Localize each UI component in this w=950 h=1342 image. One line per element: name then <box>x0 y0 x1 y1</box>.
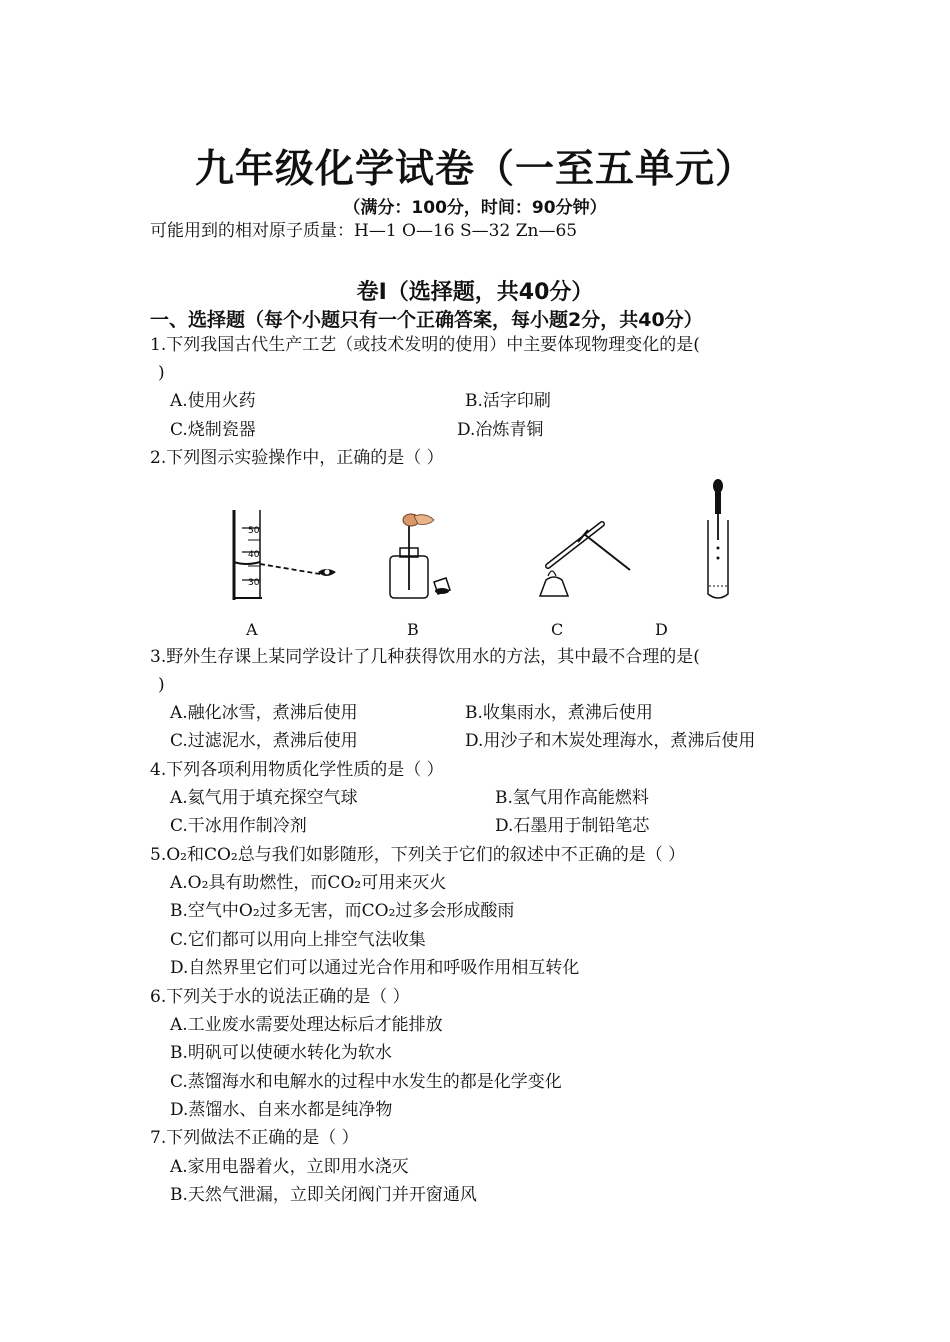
section-title: 卷Ⅰ（选择题，共40分） <box>356 280 594 305</box>
q1-option-b: B.活字印刷 <box>465 391 551 411</box>
part-heading: 一、选择题（每个小题只有一个正确答案，每小题2分，共40分） <box>150 309 703 331</box>
q1-option-a: A.使用火药 <box>170 391 256 411</box>
q3-option-a: A.融化冰雪，煮沸后使用 <box>170 703 358 723</box>
q6-option-b: B.明矾可以使硬水转化为软水 <box>170 1043 392 1063</box>
q7-option-b: B.天然气泄漏，立即关闭阀门并开窗通风 <box>170 1185 477 1205</box>
q3-option-c: C.过滤泥水，煮沸后使用 <box>170 731 358 751</box>
figure-d-dropper-tube <box>700 478 740 603</box>
q3-stem-cont: ) <box>158 675 165 695</box>
q5-stem: 5.O₂和CO₂总与我们如影随形，下列关于它们的叙述中不正确的是（ ） <box>150 845 686 865</box>
figure-label-a: A <box>246 620 258 639</box>
figure-a-cylinder-reading <box>222 508 342 603</box>
q5-option-a: A.O₂具有助燃性，而CO₂可用来灭火 <box>170 873 447 893</box>
q7-stem: 7.下列做法不正确的是（ ） <box>150 1128 359 1148</box>
q6-option-c: C.蒸馏海水和电解水的过程中水发生的都是化学变化 <box>170 1072 562 1092</box>
q4-option-c: C.干冰用作制冷剂 <box>170 816 307 836</box>
q5-option-d: D.自然界里它们可以通过光合作用和呼吸作用相互转化 <box>170 958 580 978</box>
atomic-mass-note: 可能用到的相对原子质量：H—1 O—16 S—32 Zn—65 <box>150 221 578 241</box>
q6-stem: 6.下列关于水的说法正确的是（ ） <box>150 987 410 1007</box>
q3-option-d: D.用沙子和木炭处理海水，煮沸后使用 <box>465 731 756 751</box>
q3-option-b: B.收集雨水，煮沸后使用 <box>465 703 653 723</box>
exam-subtitle: （满分：100分，时间：90分钟） <box>343 198 607 218</box>
q1-stem-cont: ) <box>158 363 165 383</box>
scale-tick-30: 30 <box>248 578 260 588</box>
figure-label-c: C <box>551 620 564 639</box>
q4-stem: 4.下列各项利用物质化学性质的是（ ） <box>150 760 444 780</box>
figure-b-dropper-bottle <box>382 512 462 602</box>
figure-c-heating-tube <box>530 510 635 600</box>
q6-option-d: D.蒸馏水、自来水都是纯净物 <box>170 1100 393 1120</box>
scale-tick-40: 40 <box>248 550 260 560</box>
q1-stem: 1.下列我国古代生产工艺（或技术发明的使用）中主要体现物理变化的是( <box>150 335 700 355</box>
exam-title: 九年级化学试卷（一至五单元） <box>194 147 755 192</box>
q1-option-d: D.冶炼青铜 <box>457 420 544 440</box>
scale-tick-50: 50 <box>248 526 260 536</box>
q1-option-c: C.烧制瓷器 <box>170 420 256 440</box>
q5-option-b: B.空气中O₂过多无害，而CO₂过多会形成酸雨 <box>170 901 515 921</box>
q7-option-a: A.家用电器着火，立即用水浇灭 <box>170 1157 409 1177</box>
q4-option-b: B.氢气用作高能燃料 <box>495 788 649 808</box>
figure-label-d: D <box>655 620 668 639</box>
q5-option-c: C.它们都可以用向上排空气法收集 <box>170 930 426 950</box>
q2-stem: 2.下列图示实验操作中，正确的是（ ） <box>150 448 444 468</box>
q4-option-a: A.氦气用于填充探空气球 <box>170 788 358 808</box>
q4-option-d: D.石墨用于制铅笔芯 <box>495 816 650 836</box>
figure-label-b: B <box>407 620 419 639</box>
q6-option-a: A.工业废水需要处理达标后才能排放 <box>170 1015 443 1035</box>
q3-stem: 3.野外生存课上某同学设计了几种获得饮用水的方法，其中最不合理的是( <box>150 647 700 667</box>
